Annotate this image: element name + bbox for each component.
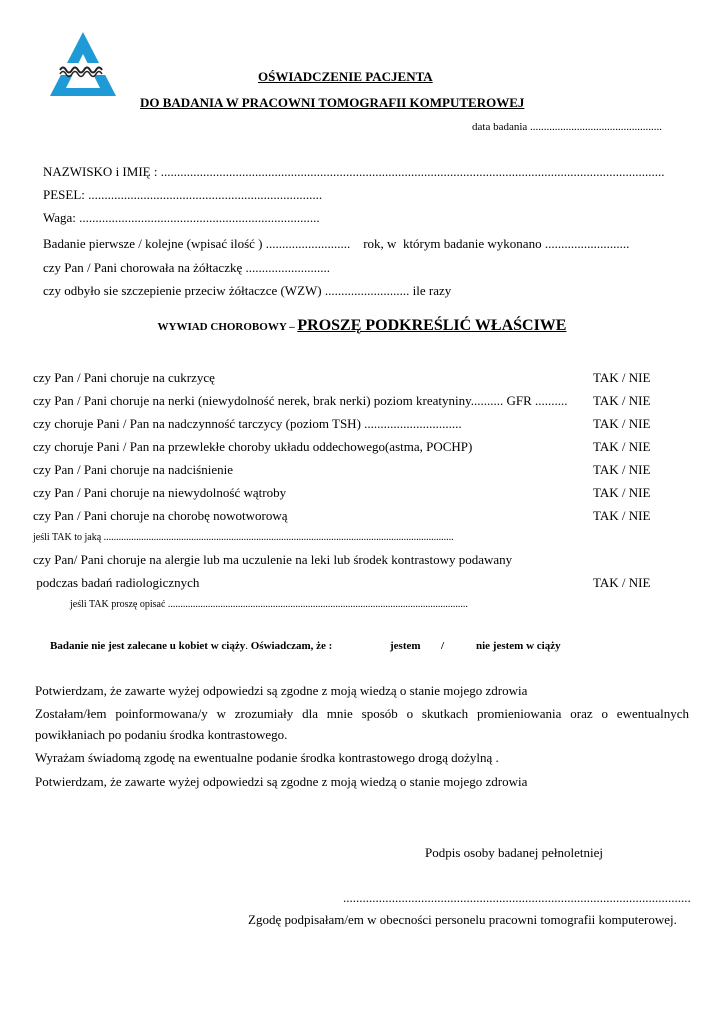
name-field[interactable]: NAZWISKO i IMIĘ : ...........................................................................................................................................................: [43, 164, 665, 179]
question-diabetes: czy Pan / Pani choruje na cukrzycę: [33, 370, 215, 385]
confirmation-1: Potwierdzam, że zawarte wyżej odpowiedzi są zgodne z moją wiedzą o stanie mojego zdrowia: [35, 683, 528, 698]
weight-field[interactable]: Waga: ..........................................................................: [43, 210, 320, 225]
signature-label: Podpis osoby badanej pełnoletniej: [425, 845, 604, 860]
interview-heading: [0, 317, 724, 335]
exam-count-field[interactable]: Badanie pierwsze / kolejne (wpisać ilość ) .......................... rok, w którym badanie wykonano ..........................: [43, 236, 630, 251]
question-kidneys: czy Pan / Pani choruje na nerki (niewydolność nerek, brak nerki) poziom kreatyniny.......... GFR ..........: [33, 393, 568, 408]
title-line2: DO BADANIA W PRACOWNI TOMOGRAFII KOMPUTEROWEJ: [140, 95, 525, 110]
question-allergy-line2: podczas badań radiologicznych: [33, 575, 200, 590]
pregnancy-option-no[interactable]: nie jestem w ciąży: [476, 640, 561, 652]
pregnancy-warning: Badanie nie jest zalecane u kobiet w ciąży: [50, 640, 246, 652]
staff-consent-footer: Zgodę podpisałam/em w obecności personelu pracowni tomografii komputerowej.: [248, 912, 677, 927]
answer-kidneys[interactable]: TAK / NIE: [593, 393, 651, 408]
pregnancy-dot: .: [245, 640, 251, 652]
jaundice-field[interactable]: czy Pan / Pani chorowała na żółtaczkę ..........................: [43, 260, 330, 275]
signature-line[interactable]: ...........................................................................................................: [343, 890, 691, 905]
pesel-field[interactable]: PESEL: ........................................................................: [43, 187, 323, 202]
question-hypertension: czy Pan / Pani choruje na nadciśnienie: [33, 462, 233, 477]
question-allergy-line1: czy Pan/ Pani choruje na alergie lub ma uczulenie na leki lub środek kontrastowy podawany: [33, 552, 513, 567]
informed-line1: Zostałam/łem poinformowana/y w zrozumiały dla mnie sposób o skutkach promieniowania oraz o ewentualnych: [35, 706, 689, 721]
interview-heading-emphasis: PROSZĘ PODKREŚLIĆ WŁAŚCIWE: [297, 317, 567, 334]
clinic-logo: [48, 30, 118, 98]
confirmation-2: Potwierdzam, że zawarte wyżej odpowiedzi są zgodne z moją wiedzą o stanie mojego zdrowia: [35, 774, 528, 789]
pregnancy-declare: Oświadczam, że :: [250, 640, 333, 652]
question-cancer: czy Pan / Pani choruje na chorobę nowotworową: [33, 508, 288, 523]
exam-date-field[interactable]: data badania ................................................: [472, 121, 663, 133]
contrast-consent: Wyrażam świadomą zgodę na ewentualne podanie środka kontrastowego drogą dożylną .: [35, 750, 499, 765]
pregnancy-option-yes[interactable]: jestem: [390, 640, 421, 652]
if-yes-which-field[interactable]: jeśli TAK to jaką ............................................................................................................................................: [33, 532, 454, 543]
if-yes-describe-field[interactable]: jeśli TAK proszę opisać ........................................................................................................................: [70, 599, 468, 610]
question-respiratory: czy choruje Pani / Pan na przewlekłe choroby układu oddechowego(astma, POCHP): [33, 439, 473, 454]
answer-allergy[interactable]: TAK / NIE: [593, 575, 651, 590]
pregnancy-option-separator: /: [441, 640, 445, 652]
pregnancy-statement: [50, 640, 332, 652]
answer-hypertension[interactable]: TAK / NIE: [593, 462, 651, 477]
title-line1: OŚWIADCZENIE PACJENTA: [258, 69, 433, 84]
answer-liver[interactable]: TAK / NIE: [593, 485, 651, 500]
answer-cancer[interactable]: TAK / NIE: [593, 508, 651, 523]
answer-diabetes[interactable]: TAK / NIE: [593, 370, 651, 385]
answer-respiratory[interactable]: TAK / NIE: [593, 439, 651, 454]
interview-heading-prefix: WYWIAD CHOROBOWY –: [157, 321, 298, 333]
answer-thyroid[interactable]: TAK / NIE: [593, 416, 651, 431]
informed-line2: powikłaniach po podaniu środka kontrastowego.: [35, 727, 288, 742]
vaccine-field[interactable]: czy odbyło sie szczepienie przeciw żółtaczce (WZW) .......................... ile razy: [43, 283, 452, 298]
question-liver: czy Pan / Pani choruje na niewydolność wątroby: [33, 485, 287, 500]
question-thyroid: czy choruje Pani / Pan na nadczynność tarczycy (poziom TSH) ..............................: [33, 416, 462, 431]
